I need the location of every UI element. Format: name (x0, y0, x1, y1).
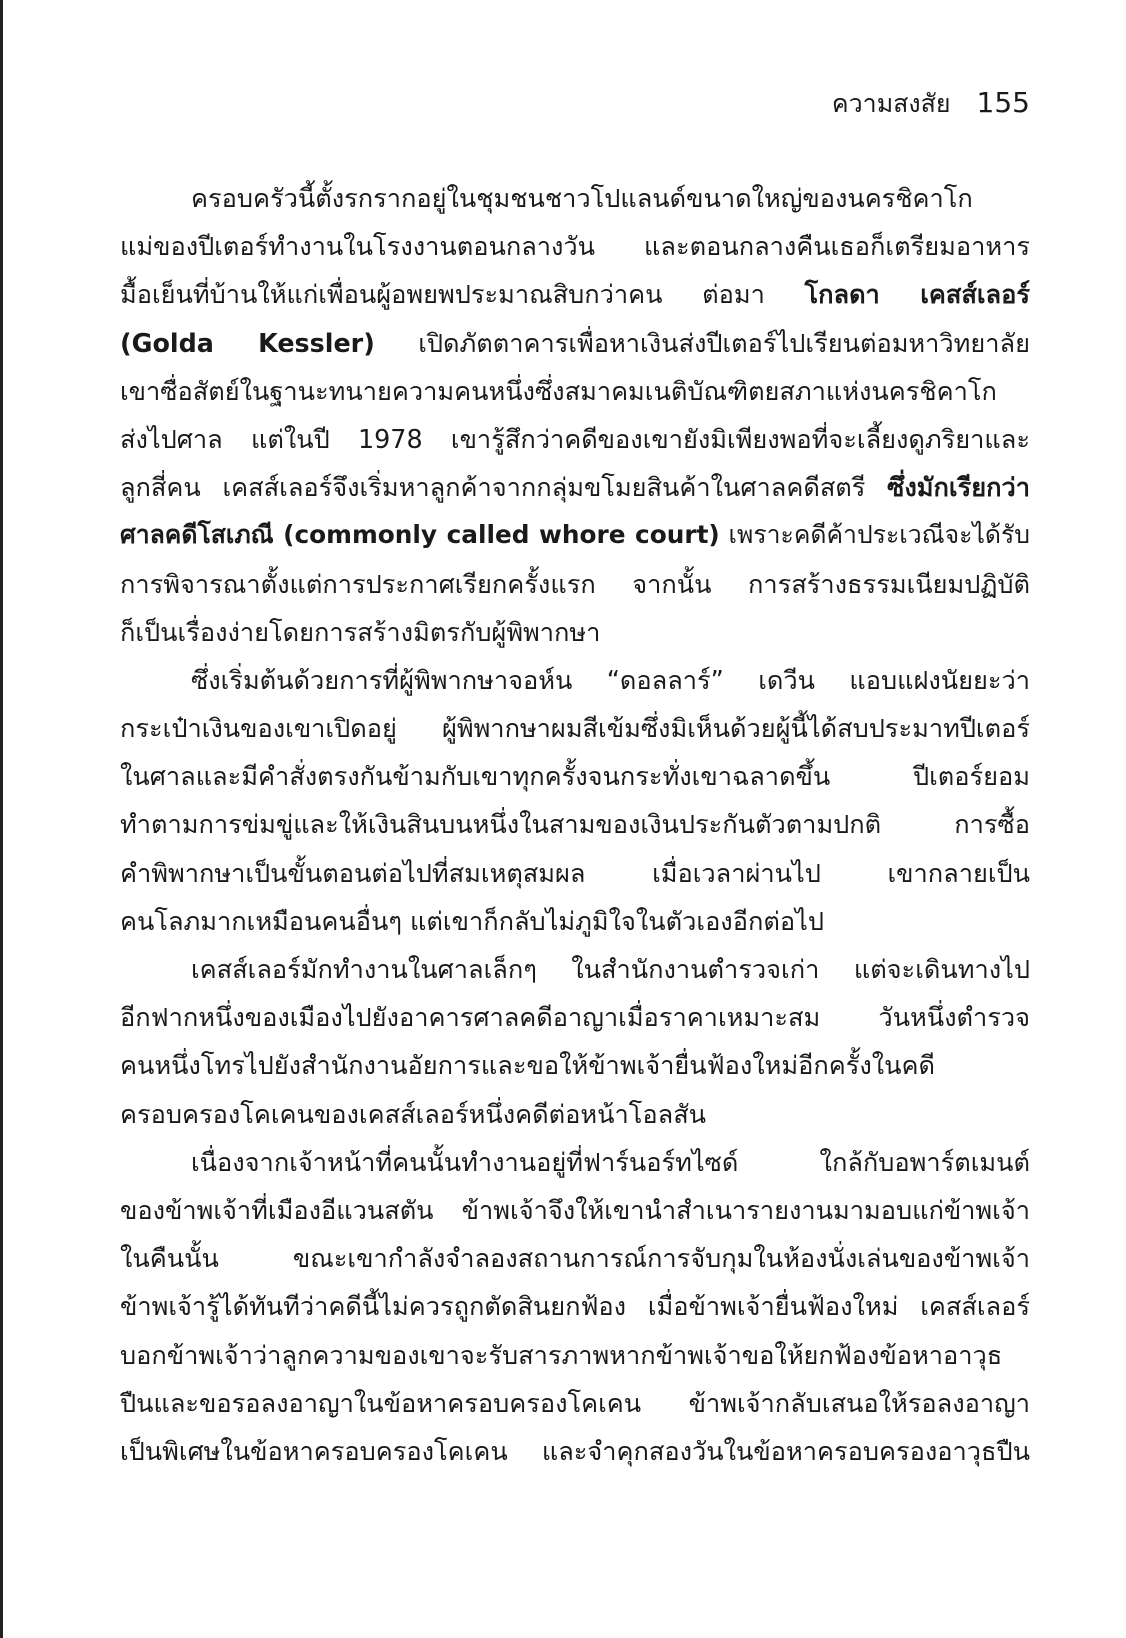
text-segment: ลูกสี่คน เคสส์เลอร์จึงเริ่มหาลูกค้าจากกลุ่มขโมยสินค้าในศาลคดีสตรี (120, 472, 888, 503)
text-segment: คนหนึ่งโทรไปยังสำนักงานอัยการและขอให้ข้าพเจ้ายื่นฟ้องใหม่อีกครั้งในคดี (120, 1050, 935, 1081)
text-line (120, 1138, 1030, 1186)
text-segment: ในคืนนั้น ขณะเขากำลังจำลองสถานการณ์การจับกุมในห้องนั่งเล่นของข้าพเจ้า (120, 1243, 1030, 1274)
text-segment: ทำตามการข่มขู่และให้เงินสินบนหนึ่งในสามของเงินประกันตัวตามปกติ การซื้อ (120, 809, 1030, 840)
bold-name: โกลดา เคสส์เลอร์ (804, 279, 1030, 310)
running-head (832, 86, 1030, 121)
text-line (120, 1282, 1030, 1330)
bold-phrase: ซึ่งมักเรียกว่า (887, 472, 1030, 503)
text-line (120, 174, 1030, 222)
text-segment: เป็นพิเศษในข้อหาครอบครองโคเคน และจำคุกสองวันในข้อหาครอบครองอาวุธปืน (120, 1435, 1030, 1466)
text-segment: เพราะคดีค้าประเวณีจะได้รับ (719, 520, 1031, 550)
text-line (120, 800, 1030, 848)
text-segment: ครอบครัวนี้ตั้งรกรากอยู่ในชุมชนชาวโปแลนด์ขนาดใหญ่ของนครชิคาโก (191, 183, 973, 213)
text-line (120, 367, 1030, 415)
text-segment: แม่ของปีเตอร์ทำงานในโรงงานตอนกลางวัน และตอนกลางคืนเธอก็เตรียมอาหาร (120, 231, 1030, 262)
text-line (120, 463, 1030, 511)
text-segment: อีกฟากหนึ่งของเมืองไปยังอาคารศาลคดีอาญาเมื่อราคาเหมาะสม วันหนึ่งตำรวจ (120, 1002, 1030, 1033)
page-number: 155 (976, 86, 1030, 119)
text-line (120, 849, 1030, 897)
text-line (120, 222, 1030, 270)
text-line (120, 511, 1030, 559)
text-line (120, 1379, 1030, 1427)
text-segment: เขาซื่อสัตย์ในฐานะทนายความคนหนึ่งซึ่งสมาคมเนติบัณฑิตยสภาแห่งนครชิคาโก (120, 375, 997, 406)
text-line (120, 704, 1030, 752)
text-segment: ของข้าพเจ้าที่เมืองอีแวนสตัน ข้าพเจ้าจึงให้เขานำสำเนารายงานมามอบแก่ข้าพเจ้า (120, 1194, 1030, 1225)
text-segment: ในศาลและมีคำสั่งตรงกันข้ามกับเขาทุกครั้งจนกระทั่งเขาฉลาดขึ้น ปีเตอร์ยอม (120, 761, 1030, 792)
text-segment: ซึ่งเริ่มต้นด้วยการที่ผู้พิพากษาจอห์น “ดอลลาร์” เดวีน แอบแฝงนัยยะว่า (191, 664, 1030, 695)
text-segment: เปิดภัตตาคารเพื่อหาเงินส่งปีเตอร์ไปเรียนต่อมหาวิทยาลัย (374, 327, 1030, 358)
text-segment: บอกข้าพเจ้าว่าลูกความของเขาจะรับสารภาพหากข้าพเจ้าขอให้ยกฟ้องข้อหาอาวุธ (120, 1339, 1003, 1370)
body-text (120, 174, 1030, 1475)
text-segment: การพิจารณาตั้งแต่การประกาศเรียกครั้งแรก จากนั้น การสร้างธรรมเนียมปฏิบัติ (120, 568, 1030, 599)
page-edge-divider (0, 0, 3, 1638)
text-line (120, 993, 1030, 1041)
text-line (120, 752, 1030, 800)
text-segment: คนโลภมากเหมือนคนอื่นๆ แต่เขาก็กลับไม่ภูมิใจในตัวเองอีกต่อไป (120, 905, 824, 936)
text-segment: คำพิพากษาเป็นขั้นตอนต่อไปที่สมเหตุสมผล เมื่อเวลาผ่านไป เขากลายเป็น (120, 857, 1030, 888)
text-line (120, 270, 1030, 318)
text-segment: ครอบครองโคเคนของเคสส์เลอร์หนึ่งคดีต่อหน้าโอลสัน (120, 1098, 707, 1129)
text-line (120, 415, 1030, 463)
text-line (120, 1041, 1030, 1089)
text-line (120, 1186, 1030, 1234)
text-segment: ส่งไปศาล แต่ในปี 1978 เขารู้สึกว่าคดีของเขายังมิเพียงพอที่จะเลี้ยงดูภริยาและ (120, 423, 1030, 454)
text-line (120, 319, 1030, 367)
text-line (120, 1427, 1030, 1475)
text-line (120, 1090, 1030, 1138)
text-segment: มื้อเย็นที่บ้านให้แก่เพื่อนผู้อพยพประมาณสิบกว่าคน ต่อมา (120, 279, 805, 310)
text-line (120, 656, 1030, 704)
text-line (120, 1331, 1030, 1379)
text-segment: ปืนและขอรอลงอาญาในข้อหาครอบครองโคเคน ข้าพเจ้ากลับเสนอให้รอลงอาญา (120, 1387, 1030, 1418)
text-segment: กระเป๋าเงินของเขาเปิดอยู่ ผู้พิพากษาผมสีเข้มซึ่งมิเห็นด้วยผู้นี้ได้สบประมาทปีเตอร์ (120, 713, 1030, 744)
text-line (120, 560, 1030, 608)
text-segment: ก็เป็นเรื่องง่ายโดยการสร้างมิตรกับผู้พิพากษา (120, 616, 601, 647)
text-segment: เนื่องจากเจ้าหน้าที่คนนั้นทำงานอยู่ที่ฟาร์นอร์ทไซด์ ใกล้กับอพาร์ตเมนต์ (191, 1146, 1030, 1177)
text-line (120, 1234, 1030, 1282)
text-line (120, 608, 1030, 656)
text-line (120, 897, 1030, 945)
bold-phrase: ศาลคดีโสเภณี (commonly called whore court) (120, 520, 720, 550)
text-segment: ข้าพเจ้ารู้ได้ทันทีว่าคดีนี้ไม่ควรถูกตัดสินยกฟ้อง เมื่อข้าพเจ้ายื่นฟ้องใหม่ เคสส์เลอร์ (120, 1291, 1030, 1322)
text-segment: เคสส์เลอร์มักทำงานในศาลเล็กๆ ในสำนักงานตำรวจเก่า แต่จะเดินทางไป (191, 954, 1030, 984)
bold-name: (Golda Kessler) (120, 327, 375, 358)
text-line (120, 945, 1030, 993)
chapter-title: ความสงสัย (831, 89, 951, 118)
